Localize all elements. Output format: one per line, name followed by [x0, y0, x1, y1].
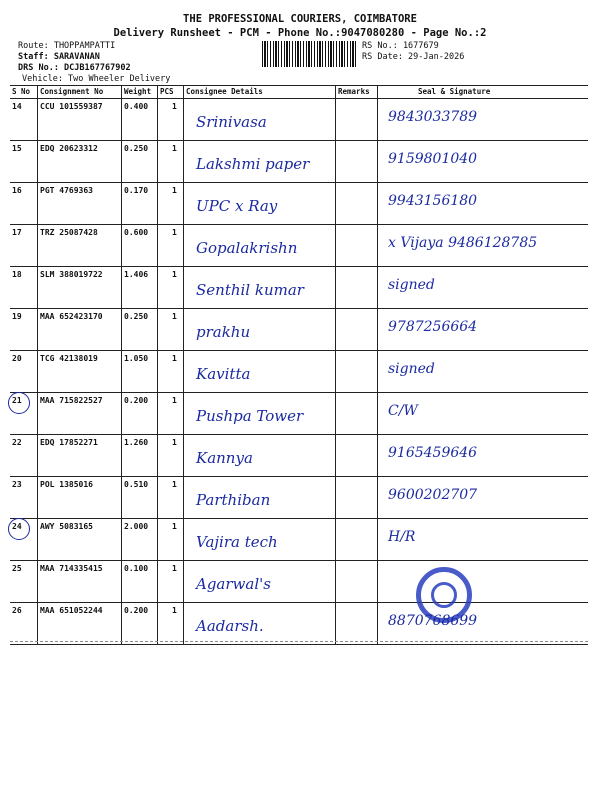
handwritten-consignee: Gopalakrishn: [196, 239, 298, 257]
cell-weight: 0.200: [122, 603, 158, 644]
company-title: THE PROFESSIONAL COURIERS, COIMBATORE: [183, 13, 417, 25]
cell-sno: 16: [10, 183, 38, 224]
col-pcs: PCS: [158, 86, 184, 98]
table-row: [10, 477, 588, 519]
cell-consignee: [184, 141, 336, 182]
cell-consignment: POL 1385016: [38, 477, 122, 518]
table-row: [10, 225, 588, 267]
table-row: [10, 351, 588, 393]
table-row: [10, 519, 588, 561]
handwritten-consignee: Kannya: [196, 449, 253, 467]
cell-weight: 2.000: [122, 519, 158, 560]
table-header: [10, 85, 588, 99]
cell-seal: [378, 435, 588, 476]
handwritten-consignee: Kavitta: [196, 365, 251, 383]
table-row: [10, 309, 588, 351]
cell-sno: 14: [10, 99, 38, 140]
handwritten-consignee: Aadarsh.: [196, 617, 264, 635]
cell-remarks: [336, 519, 378, 560]
cell-seal: [378, 351, 588, 392]
rs-date: RS Date: 29-Jan-2026: [362, 52, 465, 62]
cell-remarks: [336, 477, 378, 518]
handwritten-signature: 9787256664: [388, 319, 478, 335]
handwritten-consignee: Lakshmi paper: [196, 155, 310, 173]
col-sno: S No: [10, 86, 38, 98]
cell-consignment: PGT 4769363: [38, 183, 122, 224]
cell-pcs: 1: [158, 603, 184, 644]
cell-weight: 0.400: [122, 99, 158, 140]
cell-seal: [378, 99, 588, 140]
cell-consignee: [184, 393, 336, 434]
cell-pcs: 1: [158, 141, 184, 182]
cell-remarks: [336, 183, 378, 224]
table-row: [10, 603, 588, 645]
cell-pcs: 1: [158, 393, 184, 434]
col-consignee: Consignee Details: [184, 86, 336, 98]
handwritten-signature: 9165459646: [388, 445, 478, 461]
drs-label: DRS No.: DCJB167767902: [18, 63, 131, 73]
handwritten-consignee: UPC x Ray: [196, 197, 278, 215]
cell-weight: 1.260: [122, 435, 158, 476]
cell-sno: 21: [10, 393, 38, 434]
handwritten-consignee: Srinivasa: [196, 113, 267, 131]
cell-consignee: [184, 225, 336, 266]
cell-pcs: 1: [158, 99, 184, 140]
cell-remarks: [336, 603, 378, 644]
cell-sno: 19: [10, 309, 38, 350]
cell-remarks: [336, 393, 378, 434]
cell-sno: 25: [10, 561, 38, 602]
cell-weight: 0.510: [122, 477, 158, 518]
cell-consignee: [184, 183, 336, 224]
cell-pcs: 1: [158, 519, 184, 560]
cell-seal: [378, 561, 588, 602]
cell-remarks: [336, 99, 378, 140]
cell-consignment: MAA 715822527: [38, 393, 122, 434]
vehicle-label: Vehicle: Two Wheeler Delivery: [22, 74, 171, 84]
page-divider: [10, 641, 588, 642]
cell-consignee: [184, 561, 336, 602]
cell-pcs: 1: [158, 435, 184, 476]
cell-consignment: EDQ 20623312: [38, 141, 122, 182]
cell-consignee: [184, 435, 336, 476]
handwritten-consignee: Parthiban: [196, 491, 271, 509]
cell-sno: 20: [10, 351, 38, 392]
handwritten-signature: H/R: [388, 529, 416, 545]
cell-remarks: [336, 141, 378, 182]
cell-pcs: 1: [158, 183, 184, 224]
handwritten-consignee: prakhu: [196, 323, 251, 341]
barcode-image: [262, 41, 358, 67]
runsheet-table: [10, 85, 588, 645]
cell-consignment: MAA 714335415: [38, 561, 122, 602]
cell-consignment: MAA 652423170: [38, 309, 122, 350]
cell-weight: 0.100: [122, 561, 158, 602]
cell-consignee: [184, 99, 336, 140]
cell-sno: 24: [10, 519, 38, 560]
cell-consignment: CCU 101559387: [38, 99, 122, 140]
handwritten-consignee: Agarwal's: [196, 575, 271, 593]
col-consignment: Consignment No: [38, 86, 122, 98]
cell-seal: [378, 519, 588, 560]
cell-weight: 1.050: [122, 351, 158, 392]
cell-sno: 26: [10, 603, 38, 644]
table-row: [10, 141, 588, 183]
cell-consignment: TCG 42138019: [38, 351, 122, 392]
cell-seal: [378, 309, 588, 350]
cell-consignment: EDQ 17852271: [38, 435, 122, 476]
col-weight: Weight: [122, 86, 158, 98]
cell-sno: 22: [10, 435, 38, 476]
rs-number: RS No.: 1677679: [362, 41, 439, 51]
cell-seal: [378, 393, 588, 434]
cell-weight: 0.200: [122, 393, 158, 434]
cell-remarks: [336, 309, 378, 350]
handwritten-signature: 8870768699: [388, 613, 478, 629]
cell-remarks: [336, 351, 378, 392]
handwritten-consignee: Vajira tech: [196, 533, 278, 551]
cell-consignment: AWY 5083165: [38, 519, 122, 560]
cell-sno: 18: [10, 267, 38, 308]
runsheet-subtitle: Delivery Runsheet - PCM - Phone No.:9047080280 - Page No.:2: [113, 27, 487, 39]
cell-weight: 0.250: [122, 309, 158, 350]
handwritten-consignee: Pushpa Tower: [196, 407, 304, 425]
cell-weight: 0.250: [122, 141, 158, 182]
cell-weight: 0.600: [122, 225, 158, 266]
cell-consignment: TRZ 25087428: [38, 225, 122, 266]
handwritten-signature: signed: [388, 277, 435, 293]
cell-weight: 0.170: [122, 183, 158, 224]
table-row: [10, 435, 588, 477]
handwritten-signature: x Vijaya 9486128785: [388, 235, 538, 251]
cell-remarks: [336, 225, 378, 266]
cell-consignment: MAA 651052244: [38, 603, 122, 644]
cell-remarks: [336, 267, 378, 308]
cell-consignee: [184, 309, 336, 350]
cell-seal: [378, 183, 588, 224]
table-row: [10, 267, 588, 309]
table-row: [10, 183, 588, 225]
cell-seal: [378, 603, 588, 644]
route-label: Route: THOPPAMPATTI: [18, 41, 116, 51]
cell-weight: 1.406: [122, 267, 158, 308]
cell-seal: [378, 141, 588, 182]
handwritten-signature: signed: [388, 361, 435, 377]
cell-pcs: 1: [158, 351, 184, 392]
cell-consignee: [184, 351, 336, 392]
cell-consignee: [184, 519, 336, 560]
col-seal: Seal & Signature: [418, 87, 491, 96]
handwritten-signature: 9159801040: [388, 151, 478, 167]
handwritten-signature: 9843033789: [388, 109, 478, 125]
table-body: [10, 99, 588, 645]
handwritten-signature: 9943156180: [388, 193, 478, 209]
cell-consignee: [184, 267, 336, 308]
cell-consignee: [184, 477, 336, 518]
cell-consignment: SLM 388019722: [38, 267, 122, 308]
table-row: [10, 561, 588, 603]
cell-sno: 17: [10, 225, 38, 266]
handwritten-signature: C/W: [388, 403, 418, 419]
cell-pcs: 1: [158, 309, 184, 350]
cell-seal: [378, 267, 588, 308]
cell-sno: 15: [10, 141, 38, 182]
cell-pcs: 1: [158, 477, 184, 518]
cell-pcs: 1: [158, 225, 184, 266]
col-remarks: Remarks: [336, 86, 378, 98]
handwritten-signature: 9600202707: [388, 487, 478, 503]
cell-sno: 23: [10, 477, 38, 518]
staff-label: Staff: SARAVANAN: [18, 52, 100, 62]
table-row: [10, 393, 588, 435]
cell-seal: [378, 225, 588, 266]
cell-remarks: [336, 561, 378, 602]
handwritten-consignee: Senthil kumar: [196, 281, 304, 299]
cell-seal: [378, 477, 588, 518]
cell-pcs: 1: [158, 561, 184, 602]
cell-remarks: [336, 435, 378, 476]
cell-pcs: 1: [158, 267, 184, 308]
table-row: [10, 99, 588, 141]
cell-consignee: [184, 603, 336, 644]
